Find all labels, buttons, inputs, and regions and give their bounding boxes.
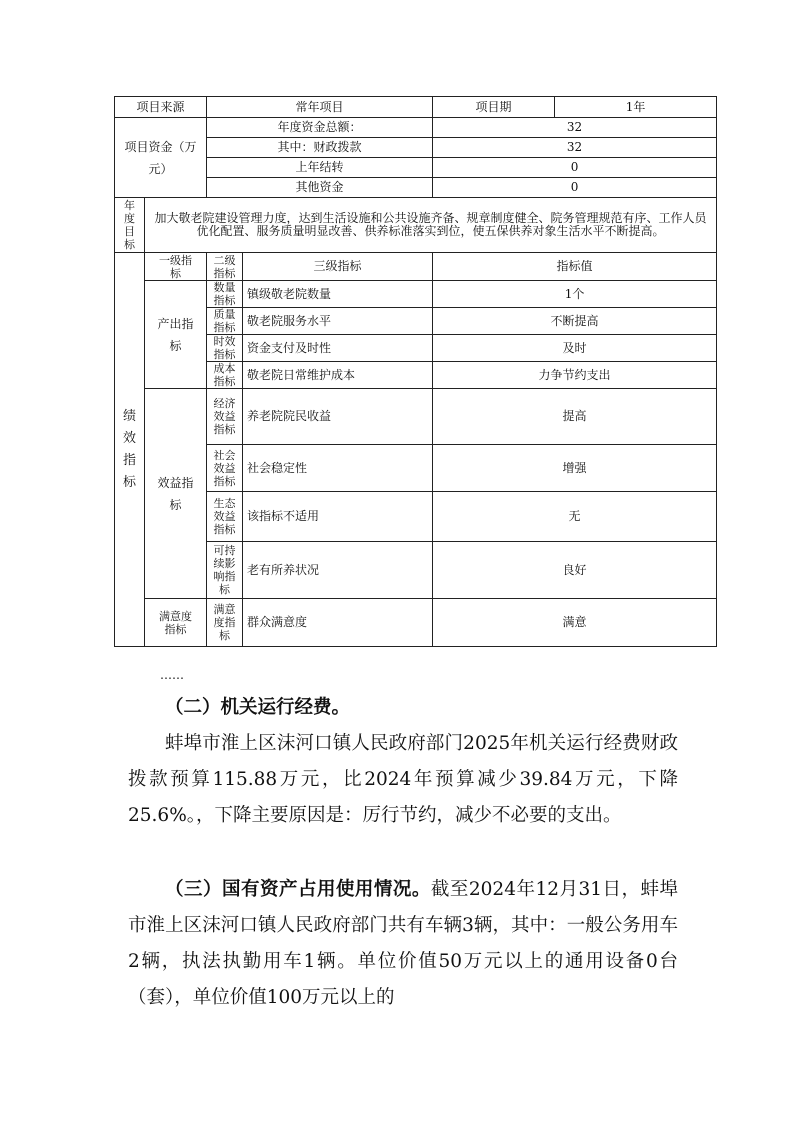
output-value: 不断提高 [433, 308, 717, 335]
benefit-level2: 社会效益指标 [207, 445, 243, 492]
period-value: 1年 [555, 97, 717, 118]
header-level3: 三级指标 [243, 253, 433, 281]
benefit-value: 增强 [433, 445, 717, 492]
performance-label: 绩效指标 [115, 253, 145, 647]
section-heading: （三）国有资产占用使用情况。 [165, 879, 431, 900]
benefit-level2: 可持续影响指标 [207, 542, 243, 599]
table-row [115, 599, 717, 647]
section-heading: （二）机关运行经费。 [165, 697, 351, 718]
table-row [115, 253, 717, 281]
section-paragraph: 蚌埠市淮上区沫河口镇人民政府部门2025年机关运行经费财政拨款预算115.88万元，比2024年预算减少39.84万元，下降25.6%。，下降主要原因是：厉行节约，减少不必要的支出。 [128, 733, 678, 826]
benefit-level3: 社会稳定性 [243, 445, 433, 492]
satisfaction-level3: 群众满意度 [243, 599, 433, 647]
output-value: 1个 [433, 281, 717, 308]
table-row [115, 118, 717, 138]
output-level3: 镇级敬老院数量 [243, 281, 433, 308]
output-level2: 成本指标 [207, 362, 243, 389]
funds-row-value: 0 [433, 178, 717, 198]
section-machine-operating-costs [128, 690, 678, 834]
section-paragraph [128, 872, 678, 1016]
funds-row-name: 上年结转 [207, 158, 433, 178]
funds-row-name: 其他资金 [207, 178, 433, 198]
project-performance-table [114, 96, 717, 647]
benefit-value: 提高 [433, 389, 717, 445]
funds-row-value: 0 [433, 158, 717, 178]
benefit-value: 良好 [433, 542, 717, 599]
output-label: 产出指标 [145, 281, 207, 389]
section-text: 截至2024年12月31日，蚌埠市淮上区沫河口镇人民政府部门共有车辆3辆，其中：一般公务用车2辆，执法执勤用车1辆。单位价值50万元以上的通用设备0台（套），单位价值100万元以上的 [128, 879, 678, 1008]
benefit-label: 效益指标 [145, 389, 207, 599]
output-value: 力争节约支出 [433, 362, 717, 389]
header-value: 指标值 [433, 253, 717, 281]
table-row [115, 198, 717, 253]
benefit-level3: 该指标不适用 [243, 492, 433, 542]
header-level2: 二级指标 [207, 253, 243, 281]
benefit-level3: 养老院院民收益 [243, 389, 433, 445]
period-label: 项目期 [433, 97, 555, 118]
funds-label: 项目资金（万元） [115, 118, 207, 198]
benefit-level2: 经济效益指标 [207, 389, 243, 445]
output-level2: 时效指标 [207, 335, 243, 362]
funds-row-value: 32 [433, 138, 717, 158]
output-level3: 敬老院服务水平 [243, 308, 433, 335]
output-level3: 资金支付及时性 [243, 335, 433, 362]
ellipsis: …… [160, 668, 184, 682]
output-value: 及时 [433, 335, 717, 362]
output-level2: 质量指标 [207, 308, 243, 335]
funds-row-value: 32 [433, 118, 717, 138]
funds-row-name: 其中：财政拨款 [207, 138, 433, 158]
table-row [115, 97, 717, 118]
table-row [115, 281, 717, 308]
source-label: 项目来源 [115, 97, 207, 118]
header-level1: 一级指标 [145, 253, 207, 281]
output-level2: 数量指标 [207, 281, 243, 308]
satisfaction-level1: 满意度指标 [145, 599, 207, 647]
source-value: 常年项目 [207, 97, 433, 118]
benefit-level2: 生态效益指标 [207, 492, 243, 542]
satisfaction-value: 满意 [433, 599, 717, 647]
section-state-assets [128, 872, 678, 1016]
funds-row-name: 年度资金总额： [207, 118, 433, 138]
goal-text: 加大敬老院建设管理力度，达到生活设施和公共设施齐备、规章制度健全、院务管理规范有序、工作人员优化配置、服务质量明显改善、供养标准落实到位，使五保供养对象生活水平不断提高。 [145, 198, 717, 253]
benefit-value: 无 [433, 492, 717, 542]
output-level3: 敬老院日常维护成本 [243, 362, 433, 389]
goal-label: 年度目标 [115, 198, 145, 253]
benefit-level3: 老有所养状况 [243, 542, 433, 599]
satisfaction-level2: 满意度指标 [207, 599, 243, 647]
table-row [115, 389, 717, 445]
